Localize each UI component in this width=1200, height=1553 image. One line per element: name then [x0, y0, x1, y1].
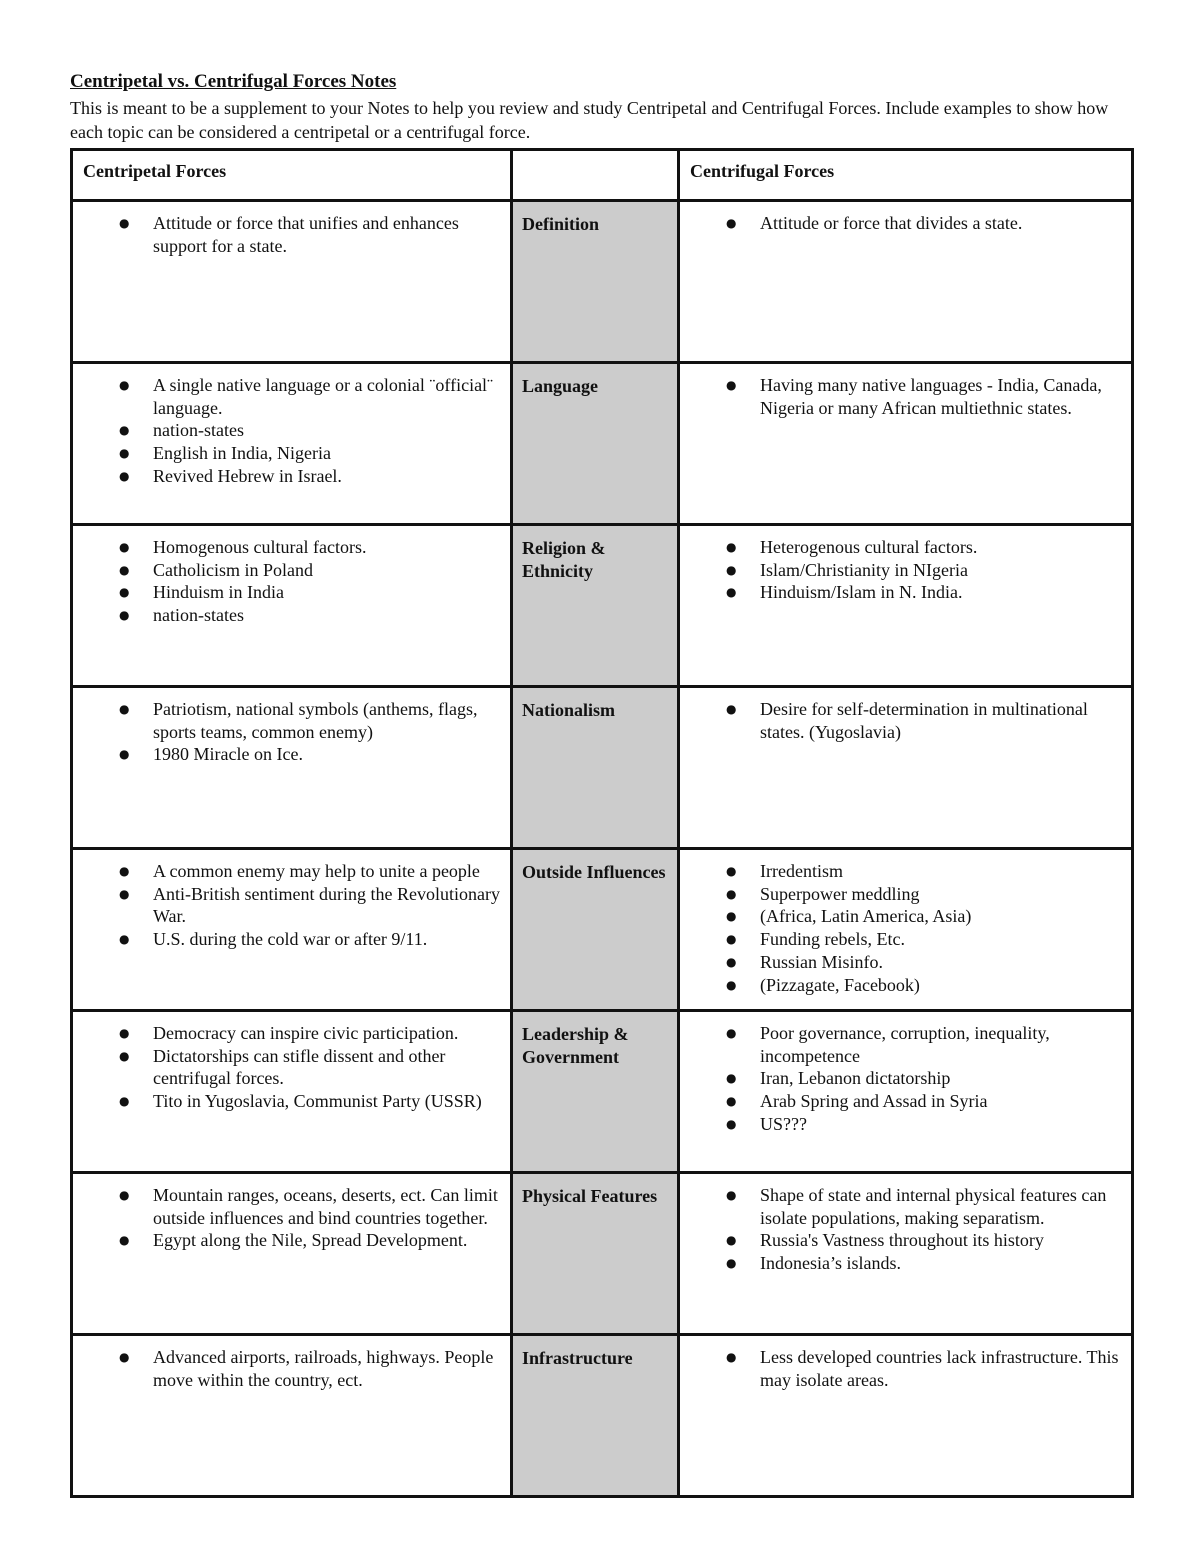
centripetal-bullet-list — [73, 1012, 510, 1113]
centrifugal-bullet-list — [680, 364, 1131, 419]
list-item: ● Attitude or force that unifies and enhances support for a state. — [153, 212, 502, 257]
topic-cell: Nationalism — [512, 687, 679, 849]
list-item: ● nation-states — [153, 419, 502, 442]
list-item: ● Hinduism in India — [153, 581, 502, 604]
intro-paragraph: This is meant to be a supplement to your Notes to help you review and study Centripetal and Centrifugal Forces. Include examples to show how each topic can be considered a centripetal or a centrifugal force. — [70, 98, 1109, 142]
table-row — [72, 525, 1133, 687]
centripetal-bullet-list — [73, 364, 510, 488]
list-item: ● Democracy can inspire civic participation. — [153, 1022, 502, 1045]
list-item: ● Dictatorships can stifle dissent and other centrifugal forces. — [153, 1045, 502, 1090]
topic-cell: Definition — [512, 201, 679, 363]
list-item: ● Superpower meddling — [760, 883, 1123, 906]
list-item: ● Hinduism/Islam in N. India. — [760, 581, 1123, 604]
table-row — [72, 201, 1133, 363]
list-item: ● Patriotism, national symbols (anthems, flags, sports teams, common enemy) — [153, 698, 502, 743]
list-item: ● A single native language or a colonial ¨official¨ language. — [153, 374, 502, 419]
table-row — [72, 1173, 1133, 1335]
list-item: ● Desire for self-determination in multinational states. (Yugoslavia) — [760, 698, 1123, 743]
centripetal-bullet-list — [73, 850, 510, 951]
list-item: ● (Pizzagate, Facebook) — [760, 974, 1123, 997]
list-item: ● Advanced airports, railroads, highways. People move within the country, ect. — [153, 1346, 502, 1391]
centripetal-bullet-list — [73, 526, 510, 627]
topic-cell: Religion & Ethnicity — [512, 525, 679, 687]
list-item: ● (Africa, Latin America, Asia) — [760, 905, 1123, 928]
centrifugal-cell — [679, 849, 1133, 1011]
table-row — [72, 363, 1133, 525]
document-title: Centripetal vs. Centrifugal Forces Notes — [70, 71, 397, 92]
centripetal-cell — [72, 849, 512, 1011]
topic-cell: Physical Features — [512, 1173, 679, 1335]
centripetal-cell — [72, 1173, 512, 1335]
table-row — [72, 687, 1133, 849]
centripetal-cell — [72, 687, 512, 849]
list-item: ● A common enemy may help to unite a people — [153, 860, 502, 883]
list-item: ● Having many native languages - India, Canada, Nigeria or many African multiethnic states. — [760, 374, 1123, 419]
centrifugal-cell — [679, 201, 1133, 363]
header-centripetal: Centripetal Forces — [72, 150, 512, 201]
list-item: ● English in India, Nigeria — [153, 442, 502, 465]
list-item: ● Less developed countries lack infrastructure. This may isolate areas. — [760, 1346, 1123, 1391]
centrifugal-bullet-list — [680, 688, 1131, 743]
list-item: ● Indonesia’s islands. — [760, 1252, 1123, 1275]
centrifugal-cell — [679, 525, 1133, 687]
list-item: ● Anti-British sentiment during the Revolutionary War. — [153, 883, 502, 928]
list-item: ● U.S. during the cold war or after 9/11. — [153, 928, 502, 951]
topic-cell: Infrastructure — [512, 1335, 679, 1497]
list-item: ● Poor governance, corruption, inequality, incompetence — [760, 1022, 1123, 1067]
list-item: ● nation-states — [153, 604, 502, 627]
header-topic — [512, 150, 679, 201]
centrifugal-cell — [679, 1335, 1133, 1497]
centripetal-bullet-list — [73, 1336, 510, 1391]
list-item: ● Iran, Lebanon dictatorship — [760, 1067, 1123, 1090]
list-item: ● Homogenous cultural factors. — [153, 536, 502, 559]
centripetal-cell — [72, 1011, 512, 1173]
centrifugal-cell — [679, 363, 1133, 525]
centrifugal-bullet-list — [680, 850, 1131, 996]
list-item: ● Russia's Vastness throughout its history — [760, 1229, 1123, 1252]
topic-cell: Leadership & Government — [512, 1011, 679, 1173]
header-centrifugal: Centrifugal Forces — [679, 150, 1133, 201]
header-row — [72, 150, 1133, 201]
list-item: ● Irredentism — [760, 860, 1123, 883]
forces-table — [70, 148, 1134, 1498]
list-item: ● Funding rebels, Etc. — [760, 928, 1123, 951]
list-item: ● Tito in Yugoslavia, Communist Party (USSR) — [153, 1090, 502, 1113]
centrifugal-bullet-list — [680, 202, 1131, 235]
centripetal-bullet-list — [73, 202, 510, 257]
centrifugal-cell — [679, 1173, 1133, 1335]
centrifugal-bullet-list — [680, 1336, 1131, 1391]
list-item: ● 1980 Miracle on Ice. — [153, 743, 502, 766]
centripetal-bullet-list — [73, 688, 510, 766]
topic-cell: Language — [512, 363, 679, 525]
centrifugal-cell — [679, 1011, 1133, 1173]
table-row — [72, 1335, 1133, 1497]
centrifugal-cell — [679, 687, 1133, 849]
list-item: ● Heterogenous cultural factors. — [760, 536, 1123, 559]
centrifugal-bullet-list — [680, 1174, 1131, 1275]
list-item: ● Russian Misinfo. — [760, 951, 1123, 974]
centripetal-cell — [72, 525, 512, 687]
centrifugal-bullet-list — [680, 1012, 1131, 1136]
centrifugal-bullet-list — [680, 526, 1131, 604]
list-item: ● Islam/Christianity in NIgeria — [760, 559, 1123, 582]
list-item: ● Arab Spring and Assad in Syria — [760, 1090, 1123, 1113]
list-item: ● Shape of state and internal physical features can isolate populations, making separatism. — [760, 1184, 1123, 1229]
list-item: ● US??? — [760, 1113, 1123, 1136]
list-item: ● Attitude or force that divides a state. — [760, 212, 1123, 235]
table-row — [72, 849, 1133, 1011]
list-item: ● Egypt along the Nile, Spread Development. — [153, 1229, 502, 1252]
centripetal-bullet-list — [73, 1174, 510, 1252]
centripetal-cell — [72, 1335, 512, 1497]
table-row — [72, 1011, 1133, 1173]
topic-cell: Outside Influences — [512, 849, 679, 1011]
list-item: ● Catholicism in Poland — [153, 559, 502, 582]
centripetal-cell — [72, 363, 512, 525]
centripetal-cell — [72, 201, 512, 363]
list-item: ● Revived Hebrew in Israel. — [153, 465, 502, 488]
list-item: ● Mountain ranges, oceans, deserts, ect. Can limit outside influences and bind countries together. — [153, 1184, 502, 1229]
